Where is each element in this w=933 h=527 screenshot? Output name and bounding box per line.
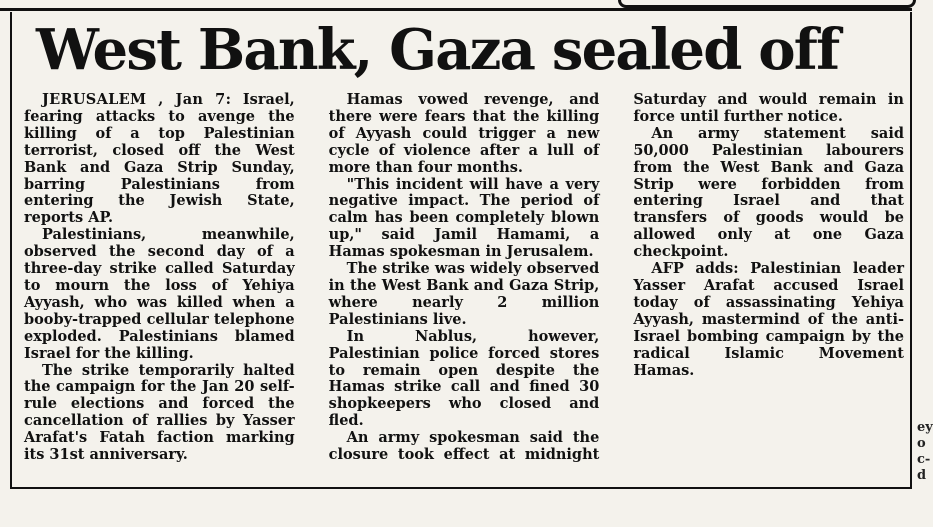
top-box-frame	[618, 0, 916, 8]
adjacent-column-fragment: ey o c- d	[917, 420, 933, 483]
paragraph-1	[24, 92, 295, 227]
paragraph-5: "This incident will have a very negative impact. The period of calm has been completely blown up," said Jamil Hamami, a Hamas spokesman in Jerusalem.	[328, 175, 600, 261]
left-border-rule	[10, 12, 12, 487]
paragraph-6: The strike was widely observed in the West Bank and Gaza Strip, where nearly 2 million Palestinians live.	[328, 260, 600, 328]
paragraph-8: An army spokesman said the closure took effect at midnight Saturday and would remain in force until further notice.	[328, 91, 904, 464]
paragraph-9: An army statement said 50,000 Palestinian labourers from the West Bank and Gaza Strip were forbidden from entering Israel and that transfers of goods would be allowed only at one Gaza checkpoint.	[633, 124, 904, 261]
paragraph-10: AFP adds: Palestinian leader Yasser Arafat accused Israel today of assassinating Yehiya Ayyash, mastermind of the anti-Israel bombing campaign by the radical Islamic Movement Hamas.	[633, 260, 904, 379]
paragraph-1-text: Israel, fearing attacks to avenge the killing of a top Palestinian terrorist, closed off the West Bank and Gaza Strip Sunday, barring Palestinians from entering the Jewish State, reports AP.	[24, 91, 295, 227]
article-body	[24, 92, 904, 484]
paragraph-2: Palestinians, meanwhile, observed the second day of a three-day strike called Saturday to mourn the loss of Yehiya Ayyash, who was killed when a booby-trapped cellular telephone exploded. Palestinians blamed Israel for the killing.	[24, 226, 295, 362]
paragraph-7: In Nablus, however, Palestinian police forced stores to remain open despite the Hamas strike call and fined 30 shopkeepers who closed and fled.	[328, 327, 600, 430]
dateline: JERUSALEM , Jan 7:	[42, 91, 232, 108]
paragraph-4: Hamas vowed revenge, and there were fears that the killing of Ayyash could trigger a new cycle of violence after a lull of more than four months.	[328, 91, 600, 176]
bottom-border-rule	[10, 487, 912, 489]
right-border-rule	[910, 12, 912, 487]
paragraph-3: The strike temporarily halted the campaign for the Jan 20 self-rule elections and forced the cancellation of rallies by Yasser Arafat's Fatah faction marking its 31st anniversary.	[24, 361, 295, 464]
top-rule	[0, 8, 912, 11]
headline: West Bank, Gaza sealed off	[36, 17, 839, 83]
